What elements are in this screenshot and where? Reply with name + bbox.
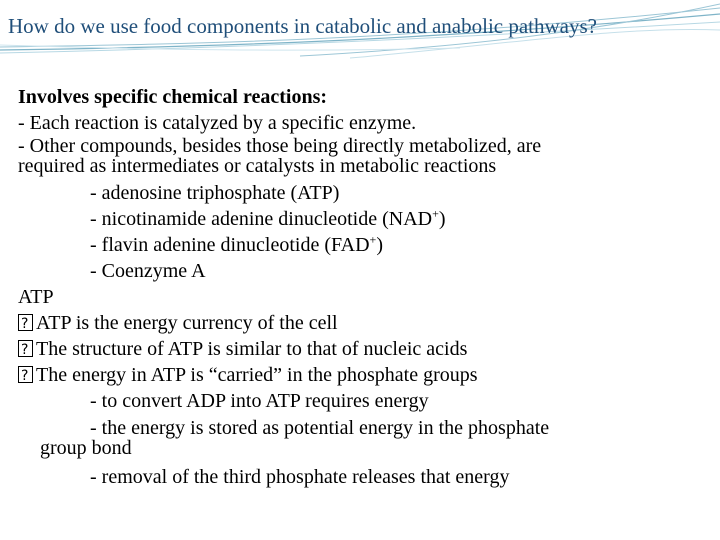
compound-fad-text: - flavin adenine dinucleotide (FAD — [90, 234, 370, 256]
atp-sub-stored-line2: group bond — [40, 437, 132, 459]
atp-bullet — [18, 310, 708, 336]
atp-sub-convert: - to convert ADP into ATP requires energy — [90, 390, 429, 412]
compound-fad — [18, 232, 708, 258]
atp-bullet-text: ATP is the energy currency of the cell — [36, 312, 338, 334]
atp-bullet — [18, 336, 708, 362]
body-heading: Involves specific chemical reactions: — [18, 86, 328, 108]
atp-heading: ATP — [18, 286, 54, 308]
compound-atp: - adenosine triphosphate (ATP) — [90, 182, 340, 204]
atp-bullet-text: The energy in ATP is “carried” in the phosphate groups — [36, 364, 478, 386]
atp-sub-stored-line1: - the energy is stored as potential energy in the phosphate — [90, 417, 550, 439]
point-enzyme: - Each reaction is catalyzed by a specific enzyme. — [18, 112, 417, 134]
compound-nad-close: ) — [438, 208, 446, 230]
point-compounds-line2: required as intermediates or catalysts in metabolic reactions — [18, 155, 497, 177]
missing-glyph-icon — [18, 314, 33, 331]
atp-bullet — [18, 362, 708, 388]
missing-glyph-icon — [18, 366, 33, 383]
compound-fad-close: ) — [376, 234, 383, 256]
point-compounds-line1: - Other compounds, besides those being directly metabolized, are — [18, 135, 542, 157]
missing-glyph-icon — [18, 340, 33, 357]
compound-coa: - Coenzyme A — [90, 260, 206, 282]
atp-sub-release: - removal of the third phosphate releases that energy — [90, 466, 510, 488]
compound-fad-sup: + — [369, 232, 377, 247]
atp-bullet-text: The structure of ATP is similar to that of nucleic acids — [36, 338, 468, 360]
compound-nad-sup: + — [432, 206, 439, 221]
slide-title: How do we use food components in catabolic and anabolic pathways? — [8, 14, 597, 38]
compound-nad-text: - nicotinamide adenine dinucleotide (NAD — [90, 208, 433, 230]
compound-nad — [18, 206, 708, 232]
slide-body — [18, 84, 708, 490]
